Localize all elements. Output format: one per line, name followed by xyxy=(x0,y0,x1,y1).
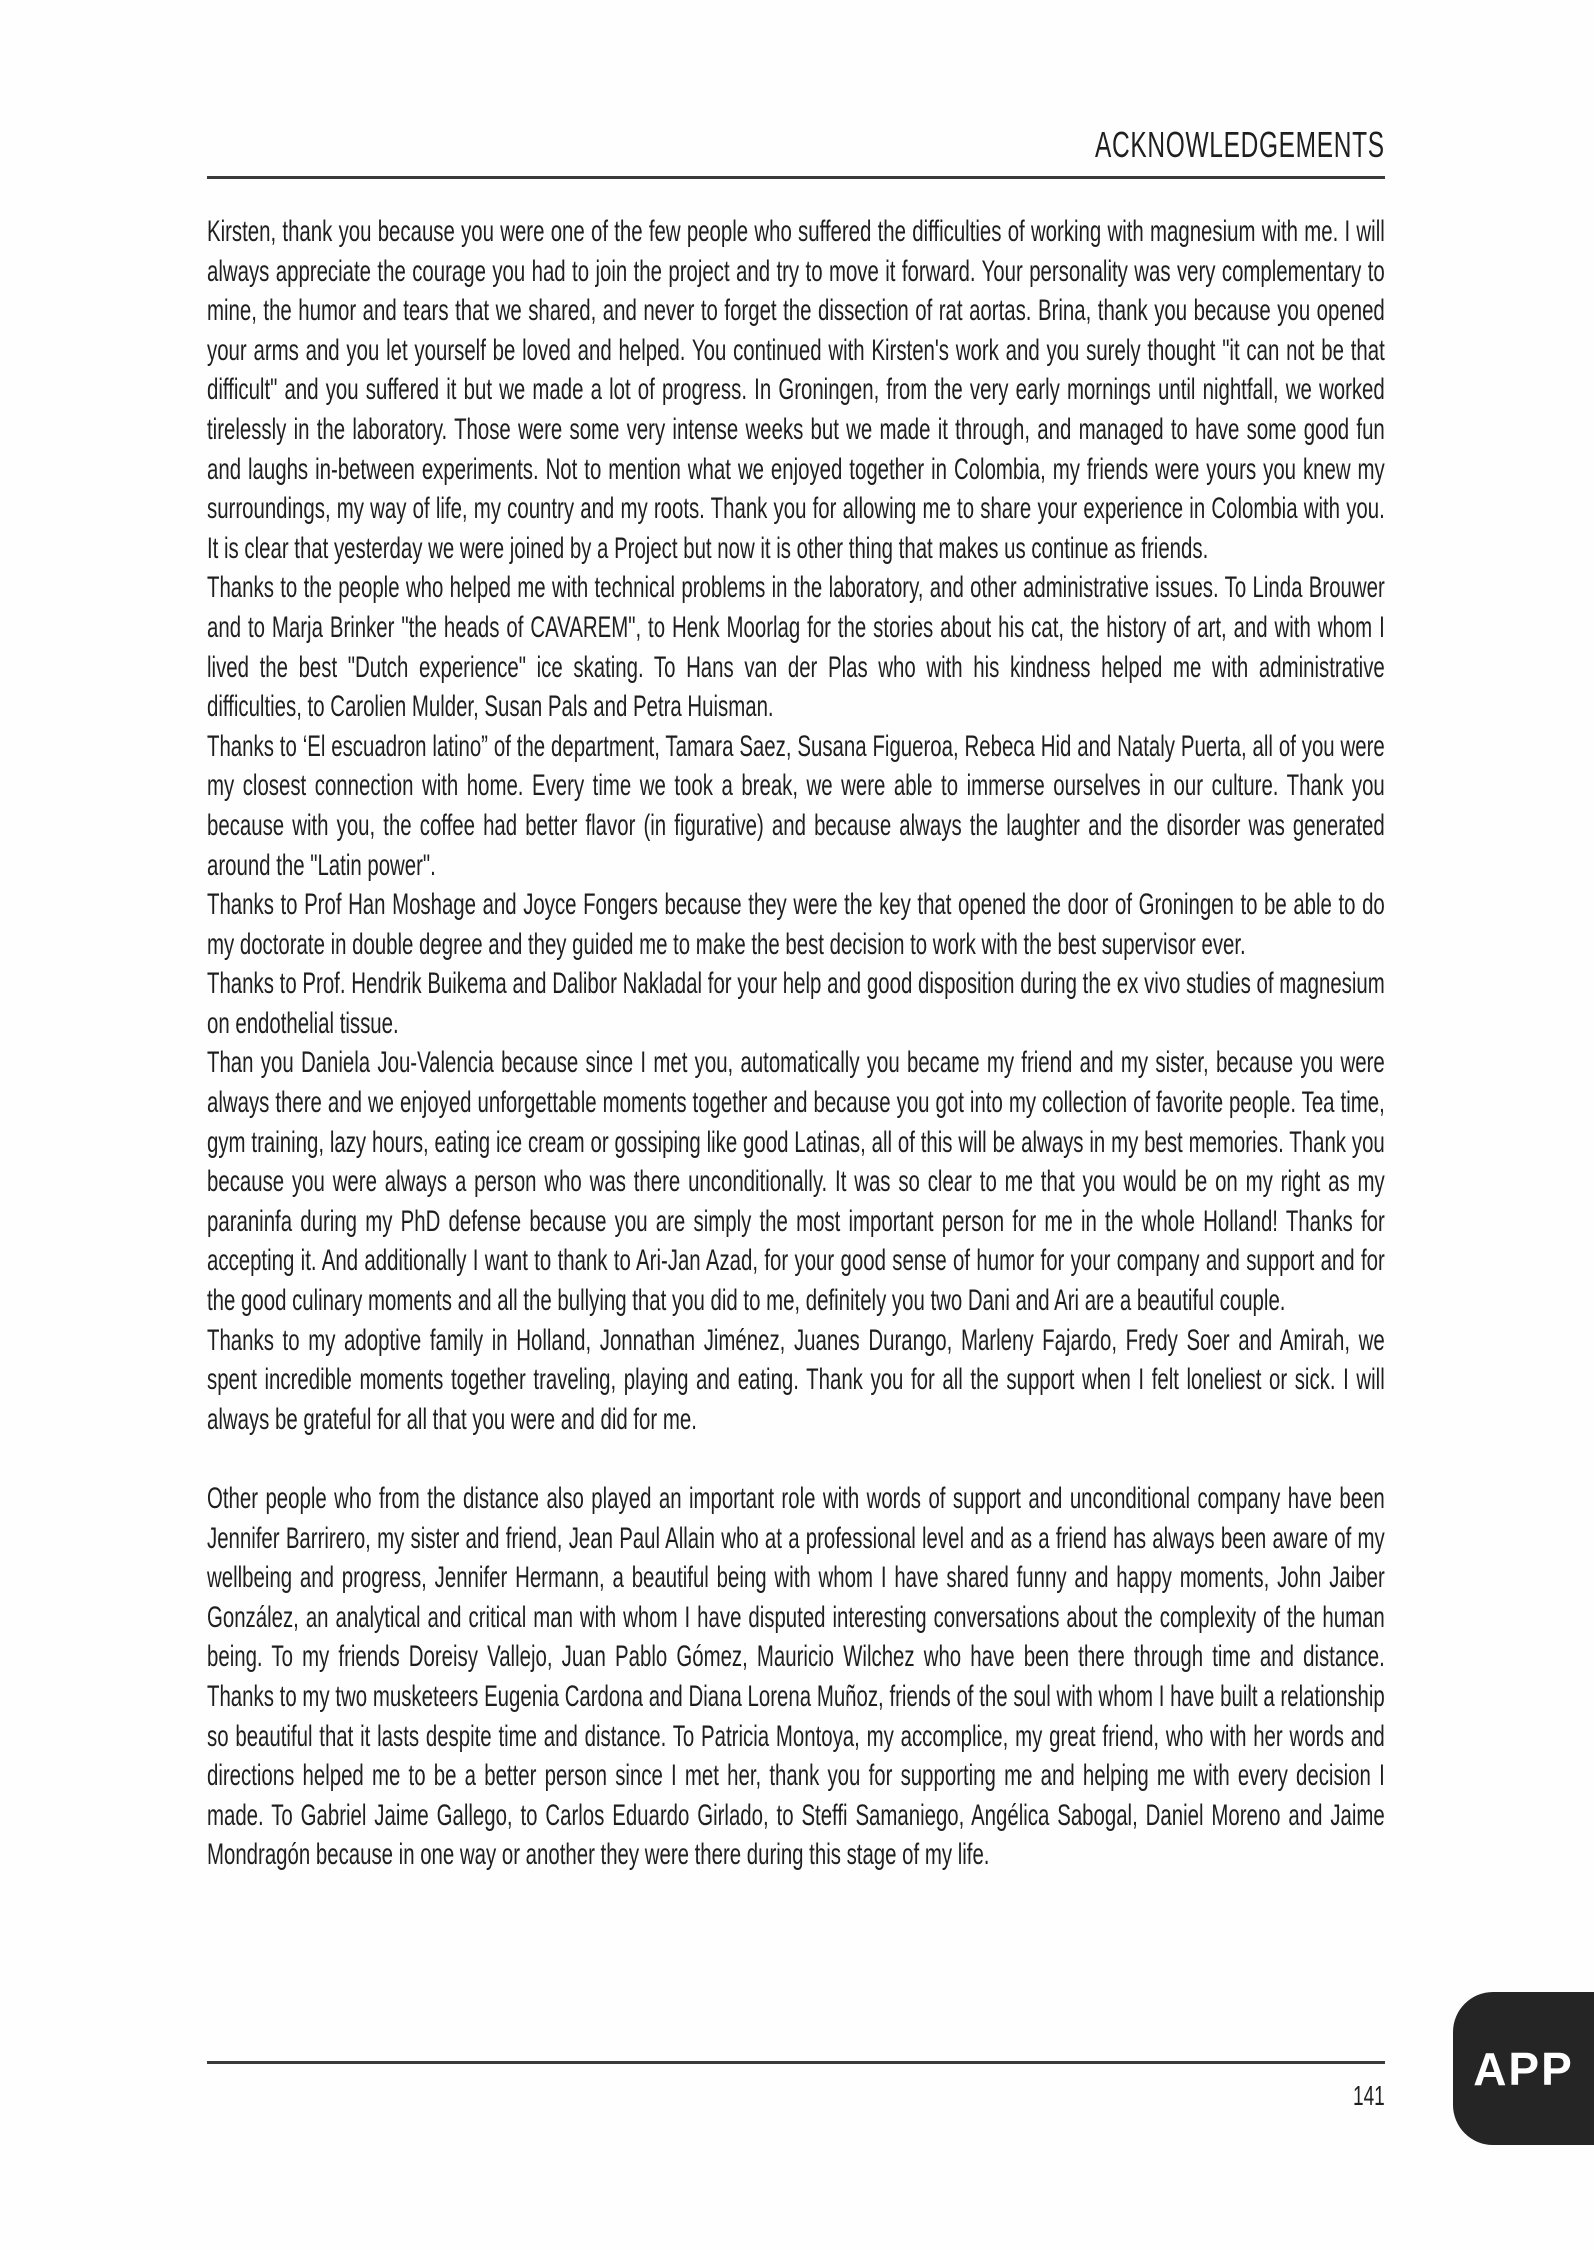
paragraph: Thanks to ‘El escuadron latino” of the department, Tamara Saez, Susana Figueroa, Rebeca Hid and Nataly Puerta, all of you were my closest connection with home. Every time we took a break, we were able to immerse ourselves in our culture. Thank you because with you, the coffee had better flavor (in figurative) and because always the laughter and the disorder was generated around the "Latin power". xyxy=(207,729,1385,882)
paragraph: Thanks to Prof. Hendrik Buikema and Dalibor Nakladal for your help and good disposition during the ex vivo studies of magnesium on endothelial tissue. xyxy=(207,967,1385,1040)
paragraph: Thanks to the people who helped me with technical problems in the laboratory, and other administrative issues. To Linda Brouwer and to Marja Brinker "the heads of CAVAREM", to Henk Moorlag for the stories about his cat, the history of art, and with whom I lived the best "Dutch experience" ice skating. To Hans van der Plas who with his kindness helped me with administrative difficulties, to Carolien Mulder, Susan Pals and Petra Huisman. xyxy=(207,571,1385,724)
paragraph: Other people who from the distance also played an important role with words of support and unconditional company have been Jennifer Barrirero, my sister and friend, Jean Paul Allain who at a professional level and as a friend has always been aware of my wellbeing and progress, Jennifer Hermann, a beautiful being with whom I have shared funny and happy moments, John Jaiber González, an analytical and critical man with whom I have disputed interesting conversations about the complexity of the human being. To my friends Doreisy Vallejo, Juan Pablo Gómez, Mauricio Wilchez who have been there through time and distance. Thanks to my two musketeers Eugenia Cardona and Diana Lorena Muñoz, friends of the soul with whom I have built a relationship so beautiful that it lasts despite time and distance. To Patricia Montoya, my accomplice, my great friend, who with her words and directions helped me to be a better person since I met her, thank you for supporting me and helping me with every decision I made. To Gabriel Jaime Gallego, to Carlos Eduardo Girlado, to Steffi Samaniego, Angélica Sabogal, Daniel Moreno and Jaime Mondragón because in one way or another they were there during this stage of my life. xyxy=(207,1482,1385,1872)
paragraph: Than you Daniela Jou-Valencia because since I met you, automatically you became my friend and my sister, because you were always there and we enjoyed unforgettable moments together and because you got into my collection of favorite people. Tea time, gym training, lazy hours, eating ice cream or gossiping like good Latinas, all of this will be always in my best memories. Thank you because you were always a person who was there unconditionally. It was so clear to me that you would be on my right as my paraninfa during my PhD defense because you are simply the most important person for me in the whole Holland! Thanks for accepting it. And additionally I want to thank to Ari-Jan Azad, for your good sense of humor for your company and support and for the good culinary moments and all the bullying that you did to me, definitely you two Dani and Ari are a beautiful couple. xyxy=(207,1046,1385,1318)
paragraph: Thanks to Prof Han Moshage and Joyce Fongers because they were the key that opened the door of Groningen to be able to do my doctorate in double degree and they guided me to make the best decision to work with the best supervisor ever. xyxy=(207,888,1385,961)
appendix-tab xyxy=(1453,1992,1594,2145)
appendix-tab-label: APP xyxy=(1473,2042,1574,2095)
page-title: ACKNOWLEDGEMENTS xyxy=(1095,124,1385,165)
paragraph: Thanks to my adoptive family in Holland, Jonnathan Jiménez, Juanes Durango, Marleny Fajardo, Fredy Soer and Amirah, we spent incredible moments together traveling, playing and eating. Thank you for all the support when I felt loneliest or sick. I will always be grateful for all that you were and did for me. xyxy=(207,1323,1385,1436)
header-rule xyxy=(207,176,1385,179)
footer-rule xyxy=(207,2061,1385,2064)
page-number: 141 xyxy=(1352,2080,1385,2111)
paragraph: Kirsten, thank you because you were one of the few people who suffered the difficulties of working with magnesium with me. I will always appreciate the courage you had to join the project and try to move it forward. Your personality was very complementary to mine, the humor and tears that we shared, and never to forget the dissection of rat aortas. Brina, thank you because you opened your arms and you let yourself be loved and helped. You continued with Kirsten's work and you surely thought "it can not be that difficult" and you suffered it but we made a lot of progress. In Groningen, from the very early mornings until nightfall, we worked tirelessly in the laboratory. Those were some very intense weeks but we made it through, and managed to have some good fun and laughs in-between experiments. Not to mention what we enjoyed together in Colombia, my friends were yours you knew my surroundings, my way of life, my country and my roots. Thank you for allowing me to share your experience in Colombia with you. It is clear that yesterday we were joined by a Project but now it is other thing that makes us continue as friends. xyxy=(207,215,1385,565)
body-text xyxy=(207,212,1385,1875)
